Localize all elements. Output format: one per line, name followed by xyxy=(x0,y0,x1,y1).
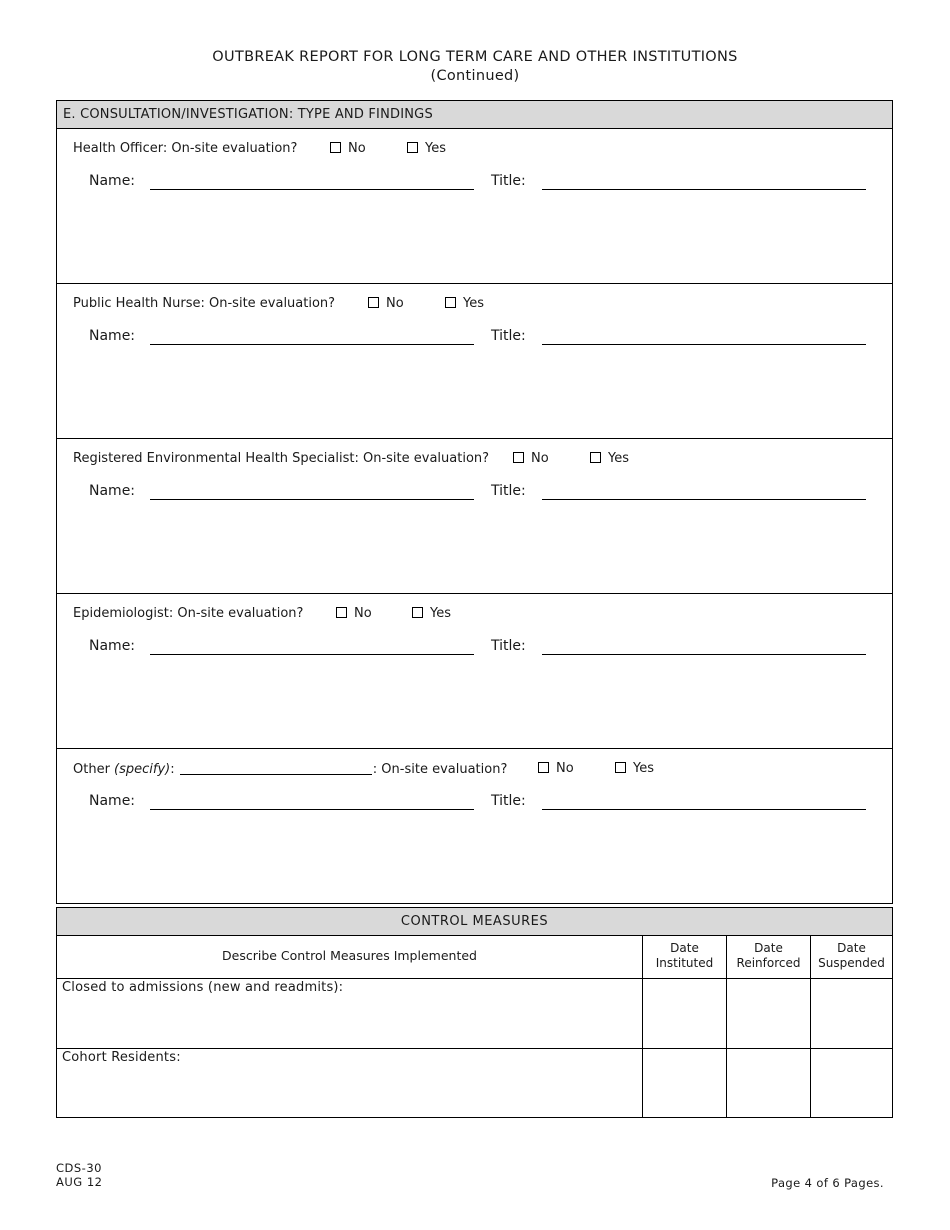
other-title-label: Title: xyxy=(491,793,526,809)
rehs-name-field[interactable] xyxy=(150,499,474,500)
epi-no-label: No xyxy=(354,606,372,621)
control-measures-heading: CONTROL MEASURES xyxy=(57,908,892,936)
col-header-instituted xyxy=(643,941,726,971)
rehs-title-label: Title: xyxy=(491,483,526,499)
col-header-reinforced xyxy=(727,941,810,971)
rehs-yes-checkbox[interactable] xyxy=(590,452,601,463)
other-block xyxy=(57,749,892,903)
epi-no-option[interactable] xyxy=(336,606,372,621)
health-officer-title-field[interactable] xyxy=(542,189,866,190)
document-title xyxy=(0,48,950,86)
epi-question: Epidemiologist: On-site evaluation? xyxy=(73,606,304,621)
phn-name-label: Name: xyxy=(89,328,136,344)
epidemiologist-block xyxy=(57,594,892,749)
other-yes-label: Yes xyxy=(633,761,654,776)
health-officer-title-label: Title: xyxy=(491,173,526,189)
phn-yes-checkbox[interactable] xyxy=(445,297,456,308)
other-question xyxy=(73,761,507,777)
other-colon: : xyxy=(170,762,175,777)
other-suffix: : On-site evaluation? xyxy=(372,762,508,777)
rehs-no-label: No xyxy=(531,451,549,466)
other-title-field[interactable] xyxy=(542,809,866,810)
phn-title-label: Title: xyxy=(491,328,526,344)
form-date: AUG 12 xyxy=(56,1175,103,1189)
epi-no-checkbox[interactable] xyxy=(336,607,347,618)
phn-no-checkbox[interactable] xyxy=(368,297,379,308)
rehs-yes-label: Yes xyxy=(608,451,629,466)
control-measures-table xyxy=(56,907,893,1118)
health-officer-block xyxy=(57,129,892,284)
health-officer-yes-label: Yes xyxy=(425,141,446,156)
form-id: CDS-30 xyxy=(56,1161,102,1175)
phn-yes-option[interactable] xyxy=(445,296,484,311)
other-yes-option[interactable] xyxy=(615,761,654,776)
title-continued: (Continued) xyxy=(430,68,520,84)
col-header-suspended-line1: Date xyxy=(837,941,866,955)
health-officer-question: Health Officer: On-site evaluation? xyxy=(73,141,298,156)
phn-no-option[interactable] xyxy=(368,296,404,311)
col-header-suspended xyxy=(811,941,892,971)
form-identifier xyxy=(56,1161,102,1189)
environmental-specialist-block xyxy=(57,439,892,594)
other-specify-hint: (specify) xyxy=(114,762,171,777)
other-yes-checkbox[interactable] xyxy=(615,762,626,773)
health-officer-no-option[interactable] xyxy=(330,141,366,156)
phn-name-field[interactable] xyxy=(150,344,474,345)
table-row xyxy=(57,1049,892,1117)
health-officer-no-label: No xyxy=(348,141,366,156)
public-health-nurse-block xyxy=(57,284,892,439)
other-no-checkbox[interactable] xyxy=(538,762,549,773)
row-label-cohort-residents: Cohort Residents: xyxy=(62,1050,181,1065)
rehs-yes-option[interactable] xyxy=(590,451,629,466)
other-no-option[interactable] xyxy=(538,761,574,776)
epi-name-field[interactable] xyxy=(150,654,474,655)
col-header-reinforced-line1: Date xyxy=(754,941,783,955)
rehs-no-option[interactable] xyxy=(513,451,549,466)
col-header-instituted-line2: Instituted xyxy=(655,956,714,970)
phn-yes-label: Yes xyxy=(463,296,484,311)
section-e-heading: E. CONSULTATION/INVESTIGATION: TYPE AND FINDINGS xyxy=(57,101,892,129)
rehs-title-field[interactable] xyxy=(542,499,866,500)
health-officer-name-field[interactable] xyxy=(150,189,474,190)
epi-title-field[interactable] xyxy=(542,654,866,655)
other-specify-field[interactable] xyxy=(180,761,372,775)
other-no-label: No xyxy=(556,761,574,776)
health-officer-yes-checkbox[interactable] xyxy=(407,142,418,153)
health-officer-no-checkbox[interactable] xyxy=(330,142,341,153)
rehs-name-label: Name: xyxy=(89,483,136,499)
phn-title-field[interactable] xyxy=(542,344,866,345)
col-header-suspended-line2: Suspended xyxy=(818,956,885,970)
col-header-instituted-line1: Date xyxy=(670,941,699,955)
epi-yes-checkbox[interactable] xyxy=(412,607,423,618)
epi-yes-option[interactable] xyxy=(412,606,451,621)
rehs-question: Registered Environmental Health Specialist: On-site evaluation? xyxy=(73,451,490,466)
health-officer-name-label: Name: xyxy=(89,173,136,189)
epi-yes-label: Yes xyxy=(430,606,451,621)
phn-no-label: No xyxy=(386,296,404,311)
control-measures-header-row xyxy=(57,936,892,979)
col-header-reinforced-line2: Reinforced xyxy=(736,956,801,970)
other-prefix: Other xyxy=(73,762,115,777)
row-label-closed-to-admissions: Closed to admissions (new and readmits): xyxy=(62,980,344,995)
page-number: Page 4 of 6 Pages. xyxy=(771,1176,884,1190)
other-name-field[interactable] xyxy=(150,809,474,810)
phn-question: Public Health Nurse: On-site evaluation? xyxy=(73,296,336,311)
title-main: OUTBREAK REPORT FOR LONG TERM CARE AND OTHER INSTITUTIONS xyxy=(212,49,738,65)
rehs-no-checkbox[interactable] xyxy=(513,452,524,463)
epi-name-label: Name: xyxy=(89,638,136,654)
health-officer-yes-option[interactable] xyxy=(407,141,446,156)
col-header-describe: Describe Control Measures Implemented xyxy=(222,948,477,963)
epi-title-label: Title: xyxy=(491,638,526,654)
other-name-label: Name: xyxy=(89,793,136,809)
section-e-consultation xyxy=(56,100,893,904)
table-row xyxy=(57,979,892,1049)
